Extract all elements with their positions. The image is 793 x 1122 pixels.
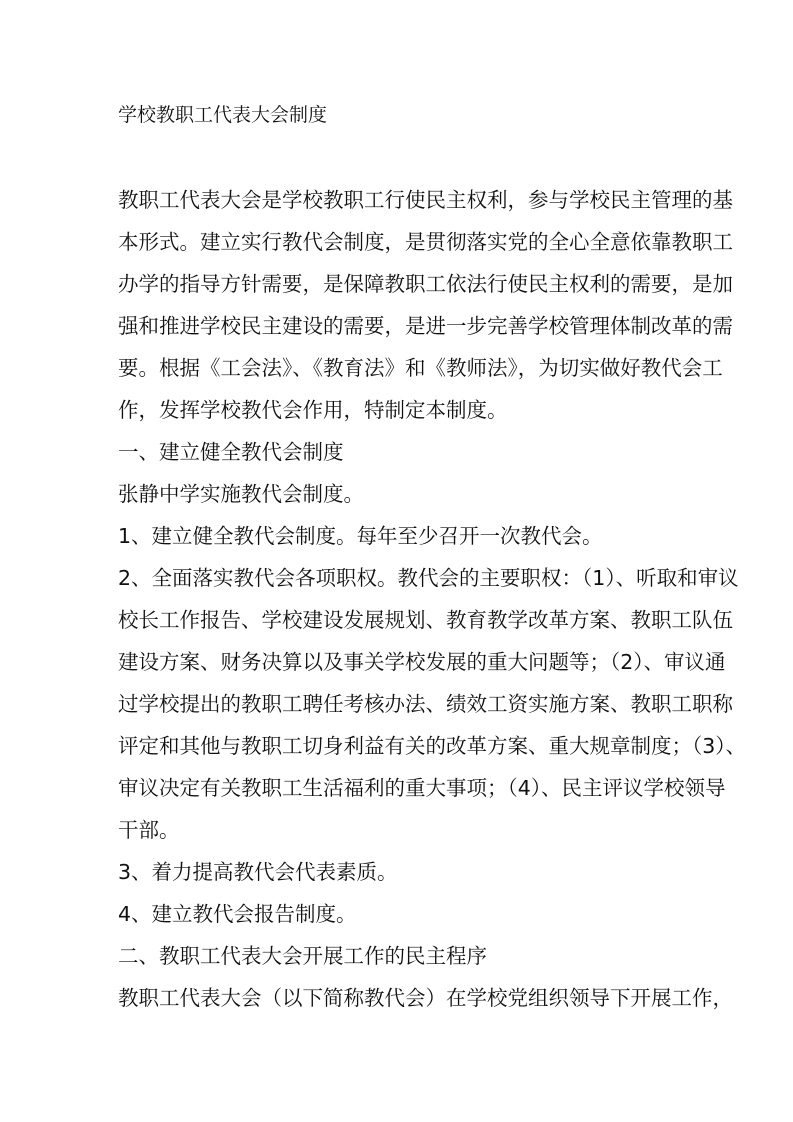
document-body (118, 179, 747, 1019)
text-line: 办学的指导方针需要，是保障教职工依法行使民主权利的需要，是加 (118, 272, 733, 296)
text-line: 3、着力提高教代会代表素质。 (118, 860, 398, 884)
text-line: 1、建立健全教代会制度。每年至少召开一次教代会。 (118, 524, 603, 548)
text-line: 教职工代表大会（以下简称教代会）在学校党组织领导下开展工作， (118, 986, 733, 1010)
text-line: 教职工代表大会是学校教职工行使民主权利，参与学校民主管理的基 (118, 188, 733, 212)
text-line: 评定和其他与教职工切身利益有关的改革方案、重大规章制度；（3）、 (118, 734, 747, 758)
text-line: 本形式。建立实行教代会制度，是贯彻落实党的全心全意依靠教职工 (118, 230, 733, 254)
text-line: 作，发挥学校教代会作用，特制定本制度。 (118, 398, 508, 422)
text-line: 二、教职工代表大会开展工作的民主程序 (118, 944, 487, 968)
text-line: 强和推进学校民主建设的需要，是进一步完善学校管理体制改革的需 (118, 314, 733, 338)
text-line: 一、建立健全教代会制度 (118, 440, 344, 464)
text-line: 建设方案、财务决算以及事关学校发展的重大问题等；（2）、审议通 (118, 650, 726, 674)
text-line: 2、全面落实教代会各项职权。教代会的主要职权：（1）、听取和审议 (118, 566, 739, 590)
text-line: 要。根据《工会法》、《教育法》和《教师法》，为切实做好教代会工 (118, 356, 723, 380)
document-title: 学校教职工代表大会制度 (118, 104, 328, 126)
text-line: 张静中学实施教代会制度。 (118, 482, 364, 506)
text-line: 干部。 (118, 818, 180, 842)
text-line: 过学校提出的教职工聘任考核办法、绩效工资实施方案、教职工职称 (118, 692, 733, 716)
text-line: 校长工作报告、学校建设发展规划、教育教学改革方案、教职工队伍 (118, 608, 733, 632)
text-line: 审议决定有关教职工生活福利的重大事项；（4）、民主评议学校领导 (118, 776, 726, 800)
text-line: 4、建立教代会报告制度。 (118, 902, 357, 926)
